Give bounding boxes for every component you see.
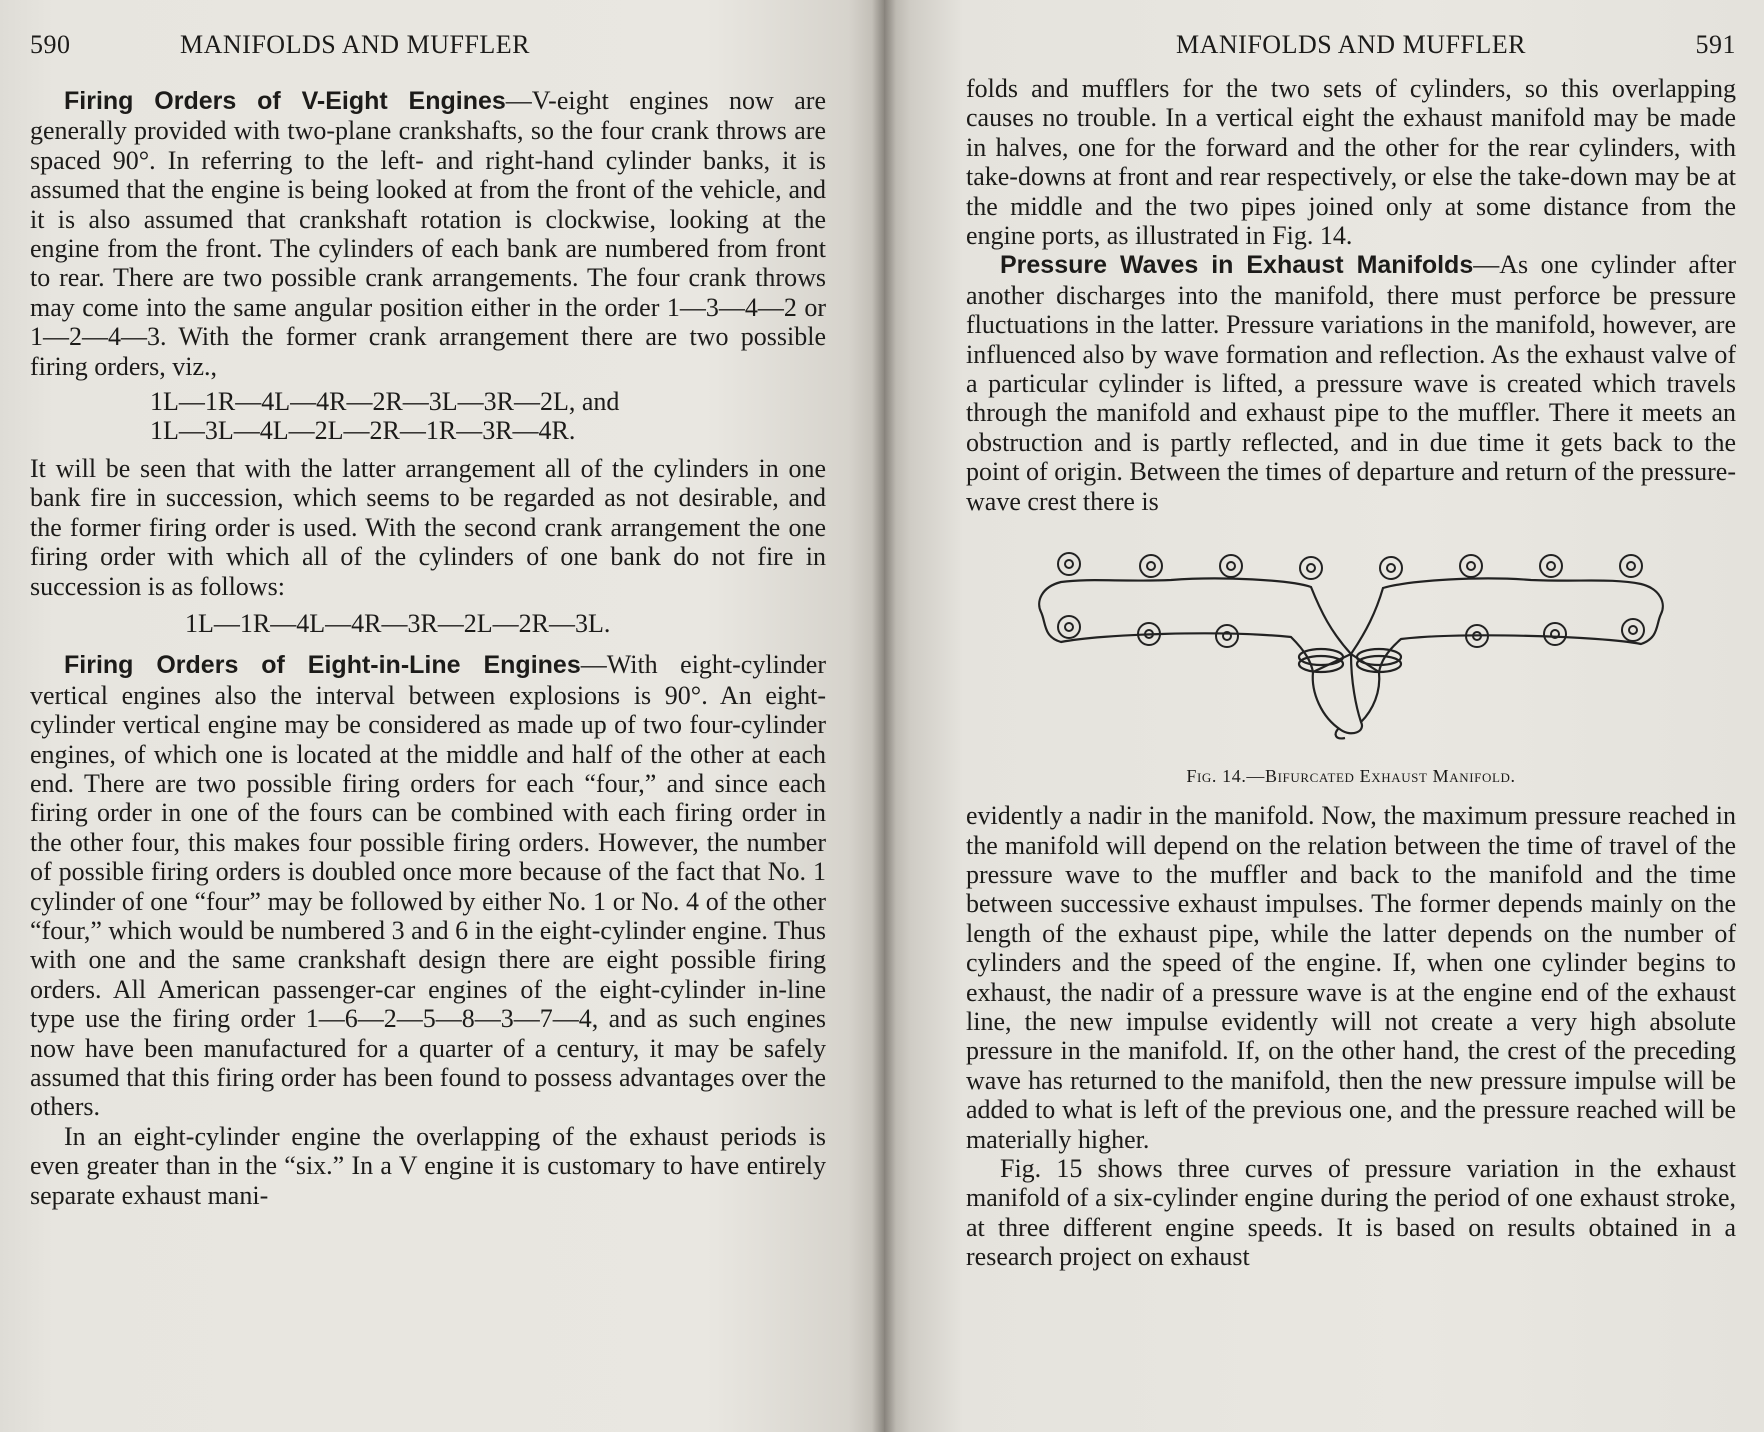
- bifurcated-exhaust-manifold-illustration: [1021, 542, 1681, 762]
- figure-14: [966, 542, 1736, 787]
- right-paragraph-3: evidently a nadir in the manifold. Now, the maximum pressure reached in the manifold will depend on the relation between the time of travel of the pressure wave to the muffler and back to the manifold and the time between successive exhaust impulses. The former depends mainly on the length of the exhaust pipe, while the latter depends on the number of cylinders and the speed of the engine. If, when one cylinder begins to exhaust, the nadir of a pressure wave is at the engine end of the exhaust line, the new impulse evidently will not create a very high absolute pressure in the manifold. If, on the other hand, the crest of the preceding wave has returned to the manifold, then the new pressure impulse will be added to what is left of the previous one, and the pressure reached will be materially higher.: [966, 801, 1736, 1154]
- left-paragraph-2: It will be seen that with the latter arrangement all of the cylinders in one bank fire in succession, which seems to be regarded as not desirable, and the former firing order is used. With the second crank arrangement the one firing order with which all of the cylinders of one bank do not fire in succession is as follows:: [30, 453, 826, 601]
- figure-14-caption: Fig. 14.—Bifurcated Exhaust Manifold.: [1186, 766, 1516, 787]
- left-page-number: 590: [30, 30, 71, 59]
- formula-2: 1L—3L—4L—2L—2R—1R—3R—4R.: [150, 416, 576, 446]
- left-running-head: [30, 30, 826, 74]
- formula-3: 1L—1R—4L—4R—3R—2L—2R—3L.: [185, 608, 611, 638]
- left-paragraph-4: In an eight-cylinder engine the overlapping of the exhaust periods is even greater than in the “six.” In a V engine it is customary to have entirely separate exhaust mani-: [30, 1121, 826, 1210]
- formula-1: 1L—1R—4L—4R—2R—3L—3R—2L, and: [150, 387, 620, 417]
- heading-v-eight-firing-orders: Firing Orders of V-Eight Engines: [64, 87, 506, 115]
- left-paragraph-1-text: —V-eight engines now are generally provided with two-plane crankshafts, so the four crank throws are spaced 90°. In referring to the left- and right-hand cylinder banks, it is assumed that the engine is being looked at from the front of the vehicle, and it is also assumed that crankshaft rotation is clockwise, looking at the engine from the front. The cylinders of each bank are numbered from front to rear. There are two possible crank arrangements. The four crank throws may come into the same angular position either in the order 1—3—4—2 or 1—2—4—3. With the former crank arrangement there are two possible firing orders, viz.,: [30, 86, 826, 381]
- book-gutter-shadow: [872, 0, 896, 1432]
- right-paragraph-4: Fig. 15 shows three curves of pressure variation in the exhaust manifold of a six-cylinder engine during the period of one exhaust stroke, at three different engine speeds. It is based on results obtained in a research project on exhaust: [966, 1153, 1736, 1272]
- left-paragraph-3: [30, 650, 826, 1122]
- right-paragraph-2: [966, 250, 1736, 516]
- right-paragraph-1: folds and mufflers for the two sets of cylinders, so this overlapping causes no trouble. In a vertical eight the exhaust manifold may be made in halves, one for the forward and the other for the rear cylinders, with take-downs at front and rear respectively, or else the take-down may be at the middle and the two pipes joined only at some distance from the engine ports, as illustrated in Fig. 14.: [966, 74, 1736, 251]
- left-paragraph-3-text: —With eight-cylinder vertical engines also the interval between explosions is 90°. An eight-cylinder vertical engine may be considered as made up of two four-cylinder engines, of which one is located at the middle and half of the other at each end. There are two possible firing orders for each “four,” and since each firing order in one of the fours can be combined with each firing order in the other four, this makes four possible firing orders. However, the number of possible firing orders is doubled once more because of the fact that No. 1 cylinder of one “four” may be followed by either No. 1 or No. 4 of the other “four,” which would be numbered 3 and 6 in the eight-cylinder engine. Thus with one and the same crankshaft design there are eight possible firing orders. All American passenger-car engines of the eight-cylinder in-line type use the firing order 1—6—2—5—8—3—7—4, and as such engines now have been manufactured for a quarter of a century, it may be safely assumed that this firing order has been found to possess advantages over the others.: [30, 650, 826, 1122]
- right-page: [884, 0, 1764, 1432]
- right-page-body: [966, 74, 1736, 1272]
- heading-eight-in-line-firing-orders: Firing Orders of Eight-in-Line Engines: [64, 651, 581, 680]
- right-running-head: [966, 30, 1736, 74]
- right-running-head-title: MANIFOLDS AND MUFFLER: [1176, 30, 1526, 59]
- right-paragraph-2-text: —As one cylinder after another discharges into the manifold, there must perforce be pressure fluctuations in the latter. Pressure variations in the manifold, however, are influenced also by wave formation and reflection. As the exhaust valve of a particular cylinder is lifted, a pressure wave is created which travels through the manifold and exhaust pipe to the muffler. There it meets an obstruction and is partly reflected, and in due time it gets back to the point of origin. Between the times of departure and return of the pressure-wave crest there is: [966, 250, 1737, 516]
- right-page-number: 591: [1695, 30, 1736, 59]
- left-paragraph-1: [30, 86, 826, 381]
- heading-pressure-waves: Pressure Waves in Exhaust Manifolds: [1000, 251, 1474, 280]
- left-page-body: [30, 86, 826, 1210]
- left-running-head-title: MANIFOLDS AND MUFFLER: [180, 30, 530, 59]
